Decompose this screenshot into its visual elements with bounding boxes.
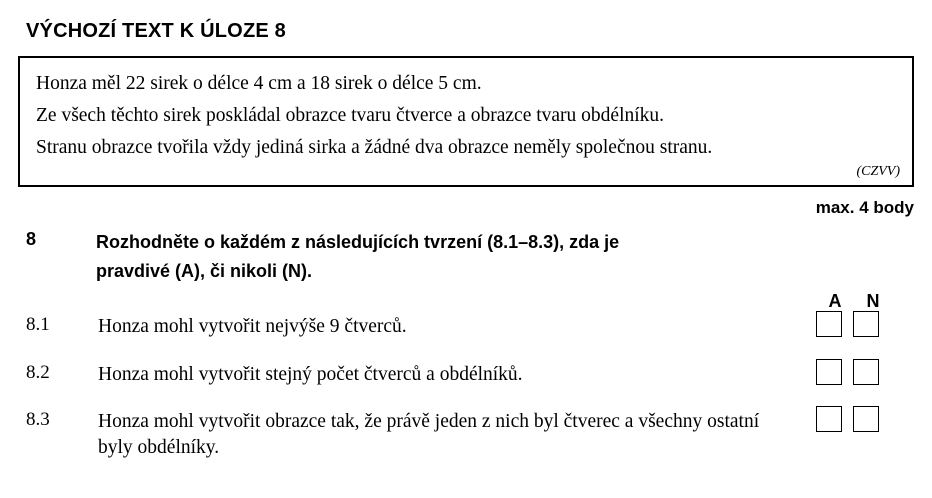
answer-checkbox-a[interactable]	[816, 406, 842, 432]
statement-number: 8.3	[26, 409, 50, 430]
task-prompt	[96, 228, 776, 286]
answer-checkbox-n[interactable]	[853, 311, 879, 337]
answer-column-header-n: N	[866, 291, 880, 311]
page-title: VÝCHOZÍ TEXT K ÚLOZE 8	[26, 20, 286, 42]
max-points-label: max. 4 body	[815, 198, 914, 217]
answer-checkbox-a[interactable]	[816, 359, 842, 385]
statement-text: Honza mohl vytvořit stejný počet čtverců a obdélníků.	[98, 364, 523, 385]
answer-column-headers	[816, 291, 896, 312]
statement-number: 8.2	[26, 362, 50, 383]
answer-column-header-a: A	[828, 291, 842, 311]
source-attribution: (CZVV)	[856, 164, 900, 179]
task-prompt-line-1: Rozhodněte o každém z následujících tvrzení (8.1–8.3), zda je	[96, 232, 620, 252]
statement-text: Honza mohl vytvořit nejvýše 9 čtverců.	[98, 316, 407, 337]
answer-boxes	[816, 359, 896, 385]
statement-number: 8.1	[26, 314, 50, 335]
stimulus-line: Stranu obrazce tvořila vždy jediná sirka a žádné dva obrazce neměly společnou stranu.	[36, 137, 713, 158]
statement-text: Honza mohl vytvořit obrazce tak, že právě jeden z nich byl čtverec a všechny ostatní byly obdélníky.	[98, 411, 760, 458]
answer-checkbox-n[interactable]	[853, 406, 879, 432]
answer-checkbox-n[interactable]	[853, 359, 879, 385]
task-prompt-line-2: pravdivé (A), či nikoli (N).	[96, 261, 313, 281]
stimulus-lines	[20, 58, 912, 160]
stimulus-line: Honza měl 22 sirek o délce 4 cm a 18 sirek o délce 5 cm.	[36, 73, 482, 94]
answer-boxes	[816, 311, 896, 337]
stimulus-line: Ze všech těchto sirek poskládal obrazce tvaru čtverce a obrazce tvaru obdélníku.	[36, 105, 665, 126]
answer-checkbox-a[interactable]	[816, 311, 842, 337]
task-number: 8	[26, 229, 37, 249]
stimulus-text-box	[18, 56, 914, 187]
answer-boxes	[816, 406, 896, 432]
